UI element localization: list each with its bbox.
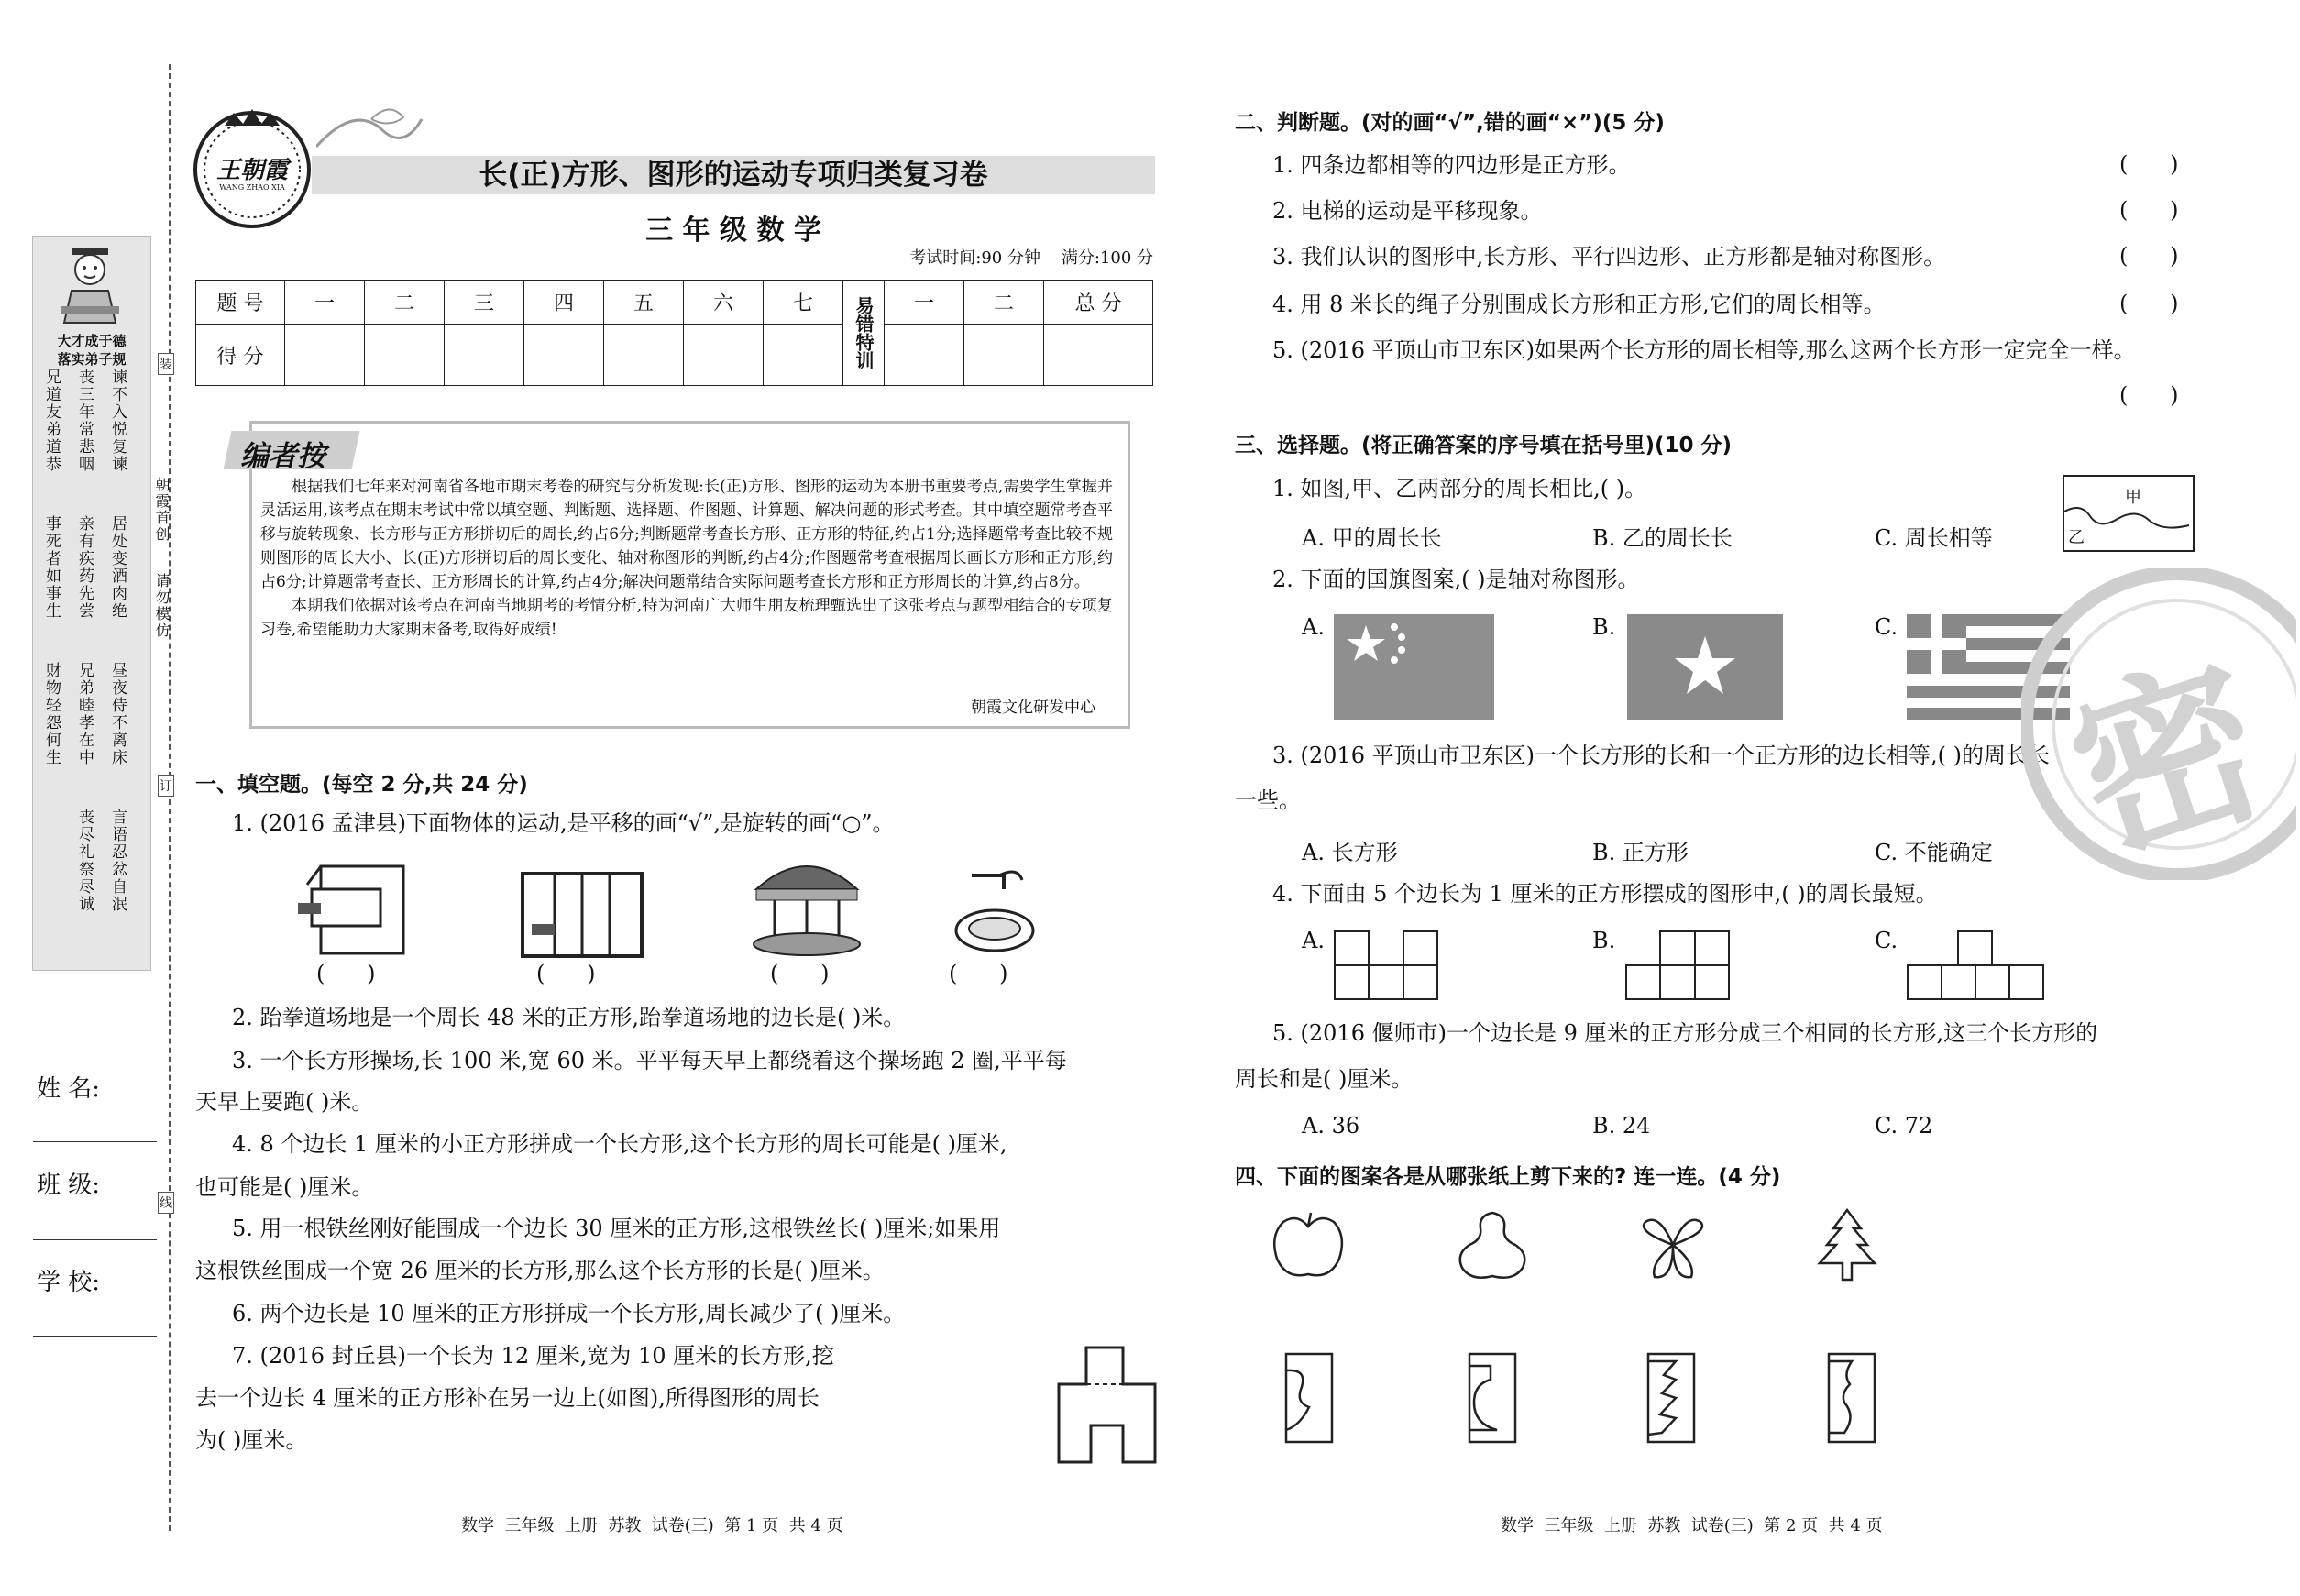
squares-figure-c xyxy=(1907,930,2044,1000)
proverb-column: 丧尽礼祭尽诚 xyxy=(75,809,94,913)
binding-line xyxy=(169,64,171,1531)
judgement-item: 1. 四条边都相等的四边形是正方形。 xyxy=(1272,152,1631,178)
editor-note-paragraph: 根据我们七年来对河南省各地市期末考卷的研究与分析发现:长(正)方形、图形的运动为本册书重要考点,需要学生掌握并灵活运用,该考点在期末考试中常以填空题、判断题、选择题、作图题、计算题、解决问题的形式考查。其中填空题常考查平移与旋转现象、长方形与正方形拼切后的周长,约占6分;判断题常考查长方形、正方形的特征,约占1分;选择题常考查比较不规则图形的周长大小、长(正)方形拼切后的周长变化、轴对称图形的判断,约占4分;作图题常考查根据周长画长方形和正方形,约占6分;计算题常考查长、正方形周长的计算,约占4分;解决问题常结合实际问题考查长方形和正方形周长的计算,约占8分。 xyxy=(260,478,1113,591)
score-header-cell: 四 xyxy=(524,281,604,325)
answer-blank[interactable]: ( ) xyxy=(770,961,830,986)
copyright-notice: 请勿模仿 xyxy=(153,573,171,639)
copyright-notice: 朝霞首创 xyxy=(153,477,171,543)
score-header-cell: 二 xyxy=(365,281,445,325)
proverb-column: 丧三年常悲咽 xyxy=(75,369,94,473)
paper-strip-1[interactable] xyxy=(1282,1352,1337,1444)
choice-option[interactable]: B. 乙的周长长 xyxy=(1592,525,1733,551)
section2-title: 二、判断题。(对的画“√”,错的画“×”)(5 分) xyxy=(1235,111,1665,135)
choice-option[interactable]: A. xyxy=(1302,614,1325,640)
choice-option[interactable]: C. 不能确定 xyxy=(1875,840,1993,865)
fold-mark: 订 xyxy=(158,775,174,797)
section3-title: 三、选择题。(将正确答案的序号填在括号里)(10 分) xyxy=(1235,434,1733,457)
apple-cutout-icon[interactable] xyxy=(1270,1208,1348,1282)
faucet-picture xyxy=(949,866,1040,958)
proverb-column: 居处变酒肉绝 xyxy=(108,515,127,620)
answer-blank[interactable]: ( ) xyxy=(2119,291,2179,316)
question-text: 去一个边长 4 厘米的正方形补在另一边上(如图),所得图形的周长 xyxy=(195,1385,820,1411)
score-header-cell: 二 xyxy=(964,281,1044,325)
answer-blank[interactable]: ( ) xyxy=(536,961,596,986)
score-header-cell: 一 xyxy=(285,281,365,325)
squares-figure-b xyxy=(1625,930,1731,1000)
sliding-window-picture xyxy=(518,869,646,961)
choice-option[interactable]: A. 36 xyxy=(1302,1113,1360,1139)
class-label: 班 级: xyxy=(37,1172,101,1199)
proverb-column: 事死者如事生 xyxy=(42,515,61,620)
score-cell[interactable] xyxy=(524,325,604,386)
class-field[interactable] xyxy=(33,1239,157,1240)
judgement-item: 4. 用 8 米长的绳子分别围成长方形和正方形,它们的周长相等。 xyxy=(1272,292,1886,317)
score-cell[interactable] xyxy=(445,325,524,386)
choice-option[interactable]: A. 长方形 xyxy=(1302,840,1398,865)
proverb-column: 兄弟睦孝在中 xyxy=(75,662,94,766)
page-title: 长(正)方形、图形的运动专项归类复习卷 xyxy=(479,159,988,192)
region-label-jia: 甲 xyxy=(2125,488,2141,507)
score-cell[interactable] xyxy=(1044,325,1153,386)
question-text: 7. (2016 封丘县)一个长为 12 厘米,宽为 10 厘米的长方形,挖 xyxy=(232,1343,834,1369)
proverb-column: 财物轻怨何生 xyxy=(42,662,61,766)
shape-figure xyxy=(1054,1343,1160,1467)
score-header-cell: 三 xyxy=(445,281,524,325)
question-text: 天早上要跑( )米。 xyxy=(195,1089,374,1115)
logo-subtext: WANG ZHAO XIA xyxy=(219,183,285,192)
score-cell[interactable] xyxy=(764,325,843,386)
score-cell[interactable] xyxy=(684,325,764,386)
judgement-item: 5. (2016 平顶山市卫东区)如果两个长方形的周长相等,那么这两个长方形一定完全一样。 xyxy=(1272,337,2136,363)
question-text: 一些。 xyxy=(1235,787,1301,813)
judgement-item: 3. 我们认识的图形中,长方形、平行四边形、正方形都是轴对称图形。 xyxy=(1272,244,1946,270)
question-text: 2. 跆拳道场地是一个周长 48 米的正方形,跆拳道场地的边长是( )米。 xyxy=(232,1005,906,1030)
watermark-text: 密 xyxy=(2048,630,2289,891)
score-cell[interactable] xyxy=(365,325,445,386)
score-cell[interactable] xyxy=(604,325,684,386)
choice-option[interactable]: C. xyxy=(1875,614,1898,640)
squares-figure-a xyxy=(1334,930,1439,1000)
page-footer-left: 数学 三年级 上册 苏教 试卷(三) 第 1 页 共 4 页 xyxy=(461,1516,843,1535)
question-text: 5. 用一根铁丝刚好能围成一个边长 30 厘米的正方形,这根铁丝长( )厘米;如果用 xyxy=(232,1216,1001,1241)
paper-strip-4[interactable] xyxy=(1824,1352,1879,1444)
gourd-cutout-icon[interactable] xyxy=(1451,1208,1534,1282)
section4-title: 四、下面的图案各是从哪张纸上剪下来的? 连一连。(4 分) xyxy=(1235,1165,1781,1189)
proverb-column: 谏不入悦复谏 xyxy=(108,369,127,473)
score-cell[interactable] xyxy=(885,325,964,386)
page-subtitle: 三 年 级 数 学 xyxy=(645,215,821,247)
choice-option[interactable]: C. 周长相等 xyxy=(1875,525,1993,551)
proverb-column: 昼夜侍不离床 xyxy=(108,662,127,766)
fold-mark: 线 xyxy=(158,1192,174,1214)
region-label-yi: 乙 xyxy=(2068,528,2085,547)
question-text: 1. (2016 孟津县)下面物体的运动,是平移的画“√”,是旋转的画“○”。 xyxy=(232,810,895,836)
question-text: 2. 下面的国旗图案,( )是轴对称图形。 xyxy=(1272,567,1640,592)
question-text: 也可能是( )厘米。 xyxy=(195,1174,374,1200)
choice-option[interactable]: C. 72 xyxy=(1875,1113,1933,1139)
motto-line: 落实弟子规 xyxy=(57,351,127,368)
score-cell[interactable] xyxy=(285,325,365,386)
answer-blank[interactable]: ( ) xyxy=(2119,197,2179,223)
proverb-columns xyxy=(42,369,141,955)
question-text: 4. 8 个边长 1 厘米的小正方形拼成一个长方形,这个长方形的周长可能是( )厘米, xyxy=(232,1131,1007,1157)
question-text: 6. 两个边长是 10 厘米的正方形拼成一个长方形,周长减少了( )厘米。 xyxy=(232,1301,906,1326)
editor-note-signature: 朝霞文化研发中心 xyxy=(971,699,1095,717)
score-cell[interactable] xyxy=(964,325,1044,386)
choice-option[interactable]: A. xyxy=(1302,928,1325,953)
star-flag-picture xyxy=(1627,614,1783,720)
name-label: 姓 名: xyxy=(37,1075,101,1103)
proverb-column: 亲有疾药先尝 xyxy=(75,515,94,620)
tree-cutout-icon[interactable] xyxy=(1810,1208,1884,1283)
question-text: 5. (2016 偃师市)一个边长是 9 厘米的正方形分成三个相同的长方形,这三个长方形的 xyxy=(1272,1020,2098,1046)
exam-info: 考试时间:90 分钟 满分:100 分 xyxy=(909,248,1153,268)
score-header-cell: 一 xyxy=(885,281,964,325)
school-label: 学 校: xyxy=(37,1269,101,1296)
choice-option[interactable]: B. 正方形 xyxy=(1592,840,1689,865)
editor-note-paragraph: 本期我们依据对该考点在河南当地期考的考情分析,特为河南广大师生朋友梳理甄选出了这张考点与题型相结合的专项复习卷,希望能助力大家期末备考,取得好成绩! xyxy=(260,597,1113,639)
name-field[interactable] xyxy=(33,1141,157,1142)
editor-note-body xyxy=(260,475,1113,642)
drawer-picture xyxy=(293,857,408,958)
answer-blank[interactable]: ( ) xyxy=(2119,151,2179,177)
question-text: 4. 下面由 5 个边长为 1 厘米的正方形摆成的图形中,( )的周长最短。 xyxy=(1272,881,1938,907)
choice-option[interactable]: B. 24 xyxy=(1592,1113,1651,1139)
special-training-label: 易错特训 xyxy=(843,281,885,386)
flower-cutout-icon[interactable] xyxy=(1632,1208,1714,1282)
page-footer-right: 数学 三年级 上册 苏教 试卷(三) 第 2 页 共 4 页 xyxy=(1501,1516,1883,1535)
proverb-column: 兄道友弟道恭 xyxy=(42,369,61,473)
judgement-item: 2. 电梯的运动是平移现象。 xyxy=(1272,198,1543,224)
score-header-cell: 总 分 xyxy=(1044,281,1153,325)
paper-strip-2[interactable] xyxy=(1465,1352,1520,1444)
score-header-cell: 五 xyxy=(604,281,684,325)
motto-line: 大才成于德 xyxy=(57,333,127,349)
china-flag-picture xyxy=(1334,614,1494,720)
logo-text: 王朝霞 xyxy=(215,157,288,184)
question-text: 周长和是( )厘米。 xyxy=(1235,1066,1414,1092)
choice-option[interactable]: B. xyxy=(1592,928,1616,953)
proverb-column: 言语忍忿自泯 xyxy=(108,809,127,913)
paper-strip-3[interactable] xyxy=(1644,1352,1699,1444)
fold-mark: 装 xyxy=(158,353,174,375)
score-header-cell: 七 xyxy=(764,281,843,325)
question-text: 这根铁丝围成一个宽 26 厘米的长方形,那么这个长方形的长是( )厘米。 xyxy=(195,1258,885,1283)
scholar-illustration xyxy=(44,240,136,332)
question-text: 3. (2016 平顶山市卫东区)一个长方形的长和一个正方形的边长相等,( )的周长长 xyxy=(1272,743,2050,768)
choice-option[interactable]: C. xyxy=(1875,928,1898,953)
section1-title: 一、填空题。(每空 2 分,共 24 分) xyxy=(195,773,528,797)
carousel-picture xyxy=(747,848,866,958)
score-table xyxy=(195,280,1153,386)
question-text: 1. 如图,甲、乙两部分的周长相比,( )。 xyxy=(1272,476,1647,501)
score-header-cell: 六 xyxy=(684,281,764,325)
answer-blank[interactable]: ( ) xyxy=(949,961,1008,986)
choice-option[interactable]: B. xyxy=(1592,614,1616,640)
school-field[interactable] xyxy=(33,1336,157,1337)
answer-blank[interactable]: ( ) xyxy=(2119,382,2179,408)
answer-blank[interactable]: ( ) xyxy=(2119,243,2179,269)
editor-note-heading: 编者按 xyxy=(240,440,325,473)
question-text: 3. 一个长方形操场,长 100 米,宽 60 米。平平每天早上都绕着这个操场跑 2 圈,平平每 xyxy=(232,1048,1067,1073)
score-header-cell: 题 号 xyxy=(196,281,285,325)
question-text: 为( )厘米。 xyxy=(195,1427,308,1453)
choice-option[interactable]: A. 甲的周长长 xyxy=(1302,525,1442,551)
answer-blank[interactable]: ( ) xyxy=(316,961,376,986)
score-row-label: 得 分 xyxy=(196,325,285,386)
